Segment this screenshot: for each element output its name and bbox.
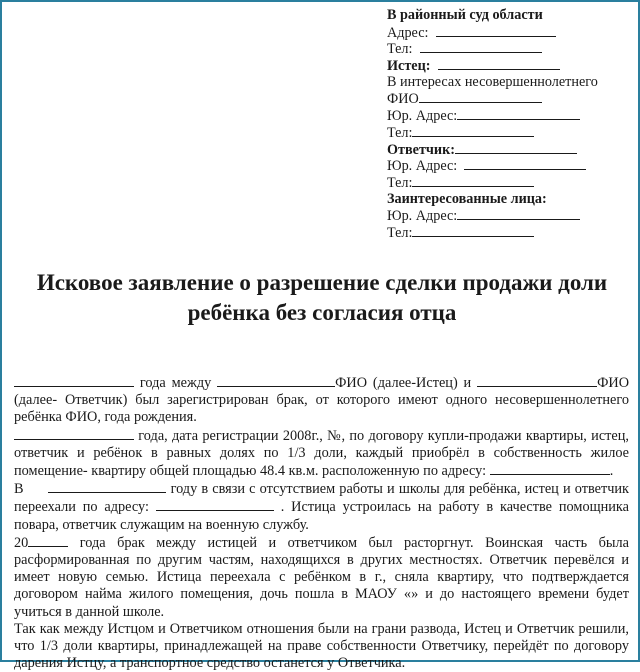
plaintiff-name-line xyxy=(387,90,637,107)
court-phone-label: Тел: xyxy=(387,41,413,58)
plaintiff-name-blank xyxy=(419,90,542,103)
defendant-phone-label: Тел: xyxy=(387,174,413,191)
interested-address-label: Юр. Адрес: xyxy=(387,208,458,225)
purchase-address-blank xyxy=(490,462,610,475)
court-phone-blank xyxy=(420,40,542,53)
defendant-address-label: Юр. Адрес: xyxy=(387,158,458,175)
interested-phone-blank xyxy=(412,224,534,237)
document-title xyxy=(2,268,640,328)
defendant-phone-line xyxy=(387,174,637,191)
court-phone-line xyxy=(387,40,637,57)
plaintiff-blank xyxy=(438,57,560,70)
date-blank xyxy=(14,374,134,387)
relocation-year-blank xyxy=(48,480,166,493)
court-address-blank xyxy=(436,24,556,37)
plaintiff-phone-line xyxy=(387,124,637,141)
paragraph-gift-agreement: Так как между Истцом и Ответчиком отношения были на грани развода, Истец и Ответчик решили, что 1/3 доли квартиры, принадлежащей на праве собственности Ответчику, перейдёт по договору дарения Истцу, а транспортное средство останется у Ответчика. xyxy=(14,620,629,672)
paragraph-relocation: В году в связи с отсутствием работы и школы для ребёнка, истец и ответчик переехали по адресу: . Истица устроилась на работу в качестве помощника повара, ответчик служащим на военную службу. xyxy=(14,481,630,533)
plaintiff-phone-blank xyxy=(412,124,534,137)
defendant-name-blank-body xyxy=(477,374,597,387)
plaintiff-phone-label: Тел: xyxy=(387,124,413,141)
purchase-date-blank xyxy=(14,427,134,440)
court-address-line xyxy=(387,24,637,41)
interested-phone-line xyxy=(387,224,637,241)
court-name: В районный суд области xyxy=(387,7,543,23)
paragraph-purchase: года, дата регистрации 2008г., №, по договору купли-продажи квартиры, истец, ответчик и ребёнок в равных долях по 1/3 доли, каждый приобрёл в собственность жилое помещение- квартиру общей площадью 48.4 кв.м. расположенную по адресу: . xyxy=(14,427,629,480)
title-line-2: ребёнка без согласия отца xyxy=(187,300,457,325)
plaintiff-name-blank-body xyxy=(217,374,335,387)
plaintiff-label: Истец: xyxy=(387,58,431,75)
interested-parties-label: Заинтересованные лица: xyxy=(387,190,547,207)
defendant-line xyxy=(387,141,637,158)
interested-address-blank xyxy=(457,207,580,220)
court-address-label: Адрес: xyxy=(387,24,429,41)
paragraph-marriage: года между ФИО (далее-Истец) и ФИО (далее- Ответчик) был зарегистрирован брак, от которого имеют одного несовершеннолетнего ребёнка ФИО, года рождения. xyxy=(14,375,630,426)
defendant-blank xyxy=(455,141,577,154)
plaintiff-line xyxy=(387,57,637,74)
defendant-address-blank xyxy=(464,157,586,170)
document-body xyxy=(14,374,629,672)
relocation-address-blank xyxy=(156,498,274,511)
plaintiff-address-blank xyxy=(457,107,580,120)
plaintiff-name-label: ФИО xyxy=(387,91,419,108)
addressee-block xyxy=(387,7,637,241)
interested-address-line xyxy=(387,207,637,224)
plaintiff-interest: В интересах несовершеннолетнего xyxy=(387,73,598,90)
paragraph-divorce: 20 года брак между истицей и ответчиком был расторгнут. Воинская часть была расформированная по другим частям, находящихся в других местностях. Ответчик перевёлся и имеет новую семью. Истица переехала с ребёнком в г., сняла квартиру, что подтверждается договором найма жилого помещения, дочь пошла в МАОУ «» и до настоящего времени будет учиться в данной школе. xyxy=(14,534,630,620)
plaintiff-address-line xyxy=(387,107,637,124)
interested-phone-label: Тел: xyxy=(387,224,413,241)
defendant-label: Ответчик: xyxy=(387,141,456,158)
defendant-phone-blank xyxy=(412,174,534,187)
divorce-year-blank xyxy=(28,534,68,547)
title-line-1: Исковое заявление о разрешение сделки продажи доли xyxy=(36,270,608,295)
defendant-address-line xyxy=(387,157,637,174)
plaintiff-address-label: Юр. Адрес: xyxy=(387,108,458,125)
